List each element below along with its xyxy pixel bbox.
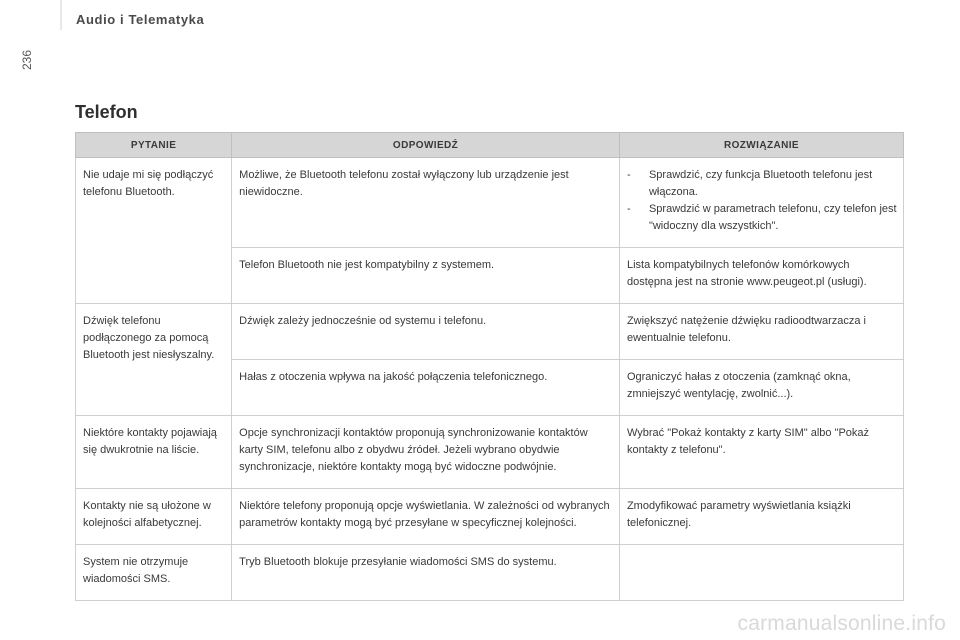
answer-cell: Dźwięk zależy jednocześnie od systemu i telefonu. [232,304,620,360]
section-title: Audio i Telematyka [76,12,205,27]
answer-cell: Opcje synchronizacji kontaktów proponują synchronizowanie kontaktów karty SIM, telefonu albo z obydwu źródeł. Jeżeli wybrano obydwie synchronizacje, niektóre kontakty mogą być widoczne podwójnie. [232,416,620,489]
table-row [76,545,904,601]
solution-text: Sprawdzić, czy funkcja Bluetooth telefonu jest włączona. [648,169,873,198]
table-header-row [76,133,904,158]
solution-cell: Zmodyfikować parametry wyświetlania książki telefonicznej. [619,489,903,545]
table-row [76,158,904,248]
solution-cell [619,545,903,601]
solution-cell: Wybrać "Pokaż kontakty z karty SIM" albo "Pokaż kontakty z telefonu". [619,416,903,489]
page-number: 236 [20,49,34,70]
header-question: PYTANIE [76,133,232,158]
answer-cell: Możliwe, że Bluetooth telefonu został wyłączony lub urządzenie jest niewidoczne. [232,158,620,248]
header-accent-bar [60,0,62,30]
question-cell: Nie udaje mi się podłączyć telefonu Bluetooth. [76,158,232,304]
table-row [76,489,904,545]
header-answer: ODPOWIEDŹ [232,133,620,158]
dash-marker: - [626,169,631,181]
answer-cell: Telefon Bluetooth nie jest kompatybilny z systemem. [232,248,620,304]
solution-cell: Lista kompatybilnych telefonów komórkowych dostępna jest na stronie www.peugeot.pl (usługi). [619,248,903,304]
table-row [76,416,904,489]
question-cell: System nie otrzymuje wiadomości SMS. [76,545,232,601]
solution-cell: Zwiększyć natężenie dźwięku radioodtwarzacza i ewentualnie telefonu. [619,304,903,360]
watermark: carmanualsonline.info [737,612,946,635]
faq-table [75,132,904,601]
table-row [76,304,904,360]
solution-list-item [627,201,897,235]
solution-cell: Ograniczyć hałas z otoczenia (zamknąć okna, zmniejszyć wentylację, zwolnić...). [619,360,903,416]
solution-list-item [627,167,897,201]
dash-marker: - [626,203,631,215]
question-cell: Kontakty nie są ułożone w kolejności alfabetycznej. [76,489,232,545]
question-cell: Dźwięk telefonu podłączonego za pomocą Bluetooth jest niesłyszalny. [76,304,232,416]
header-solution: ROZWIĄZANIE [619,133,903,158]
answer-cell: Tryb Bluetooth blokuje przesyłanie wiadomości SMS do systemu. [232,545,620,601]
page-title: Telefon [75,102,138,122]
question-cell: Niektóre kontakty pojawiają się dwukrotnie na liście. [76,416,232,489]
answer-cell: Niektóre telefony proponują opcje wyświetlania. W zależności od wybranych parametrów kontakty mogą być przesyłane w specyficznej kolejności. [232,489,620,545]
solution-cell [619,158,903,248]
answer-cell: Hałas z otoczenia wpływa na jakość połączenia telefonicznego. [232,360,620,416]
solution-text: Sprawdzić w parametrach telefonu, czy telefon jest "widoczny dla wszystkich". [648,203,897,232]
